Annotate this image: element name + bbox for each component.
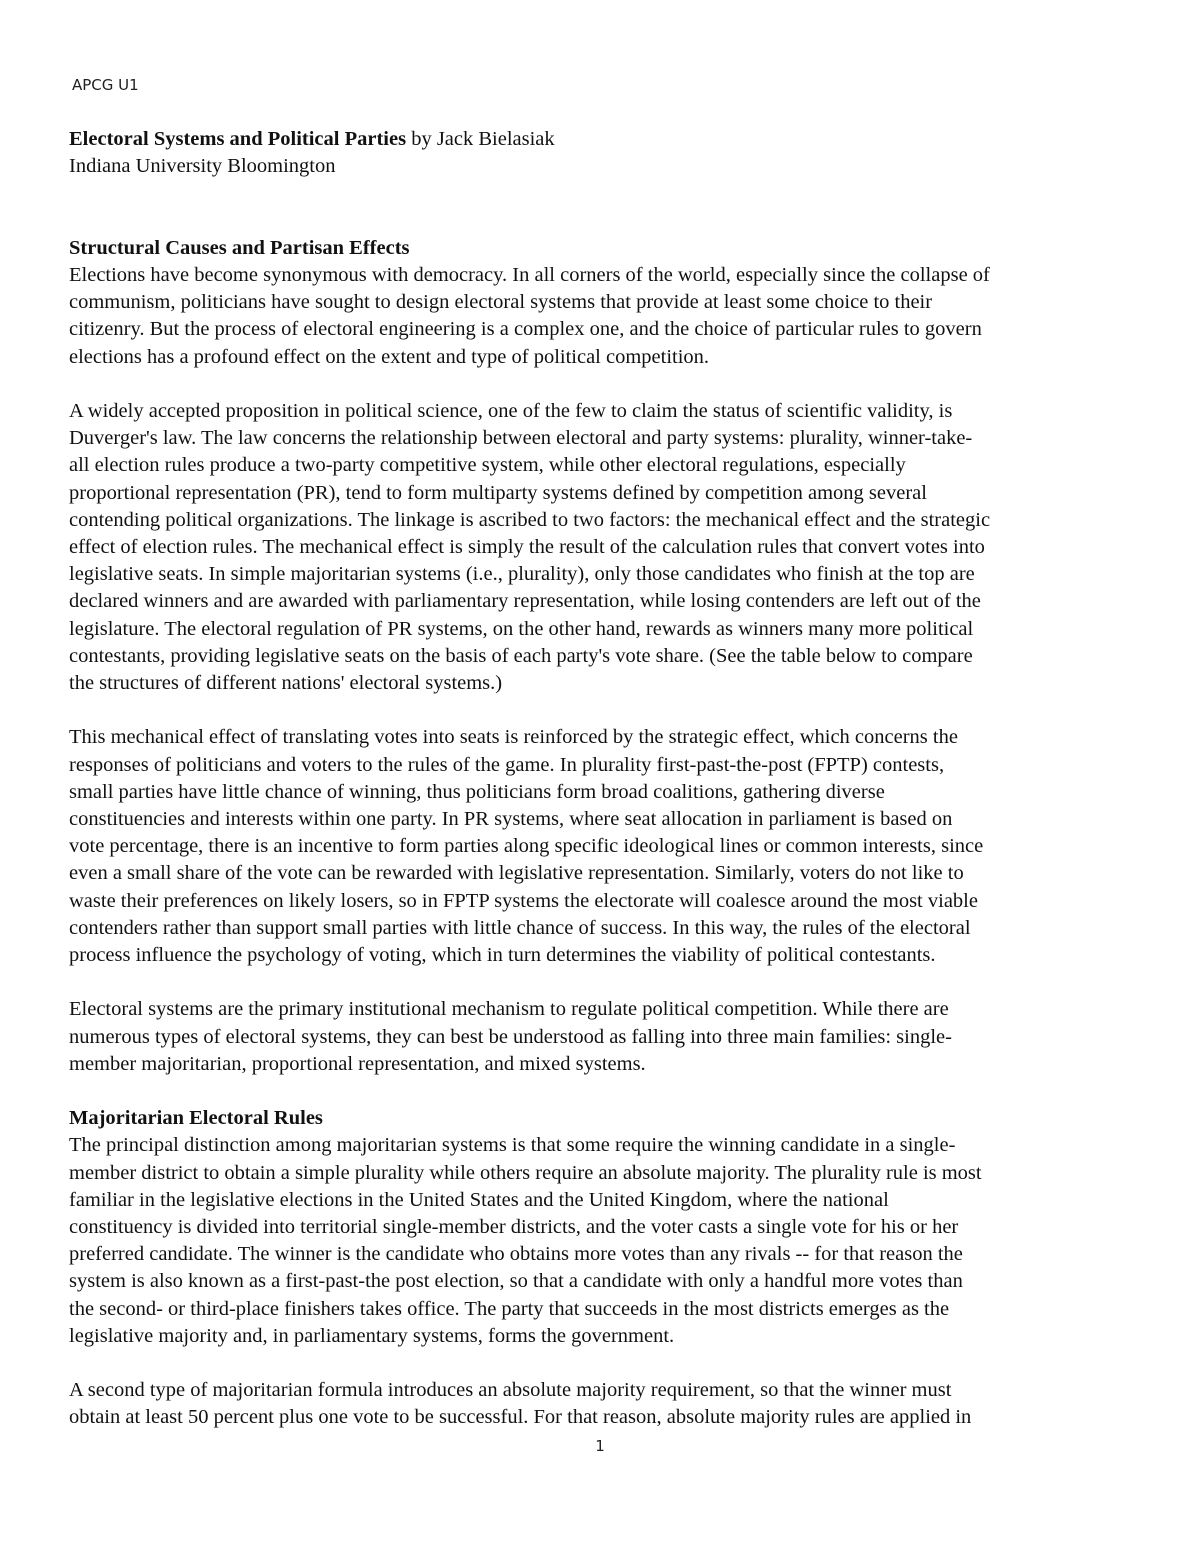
spacer [69,969,1149,996]
paragraph: This mechanical effect of translating votes into seats is reinforced by the strategic effect, which concerns the responses of politicians and voters to the rules of the game. In plurality first-past-the-post (FPTP) contests, small parties have little chance of winning, thus politicians form broad coalitions, gathering diverse constituencies and interests within one party. In PR systems, where seat allocation in parliament is based on vote percentage, there is an incentive to form parties along specific ideological lines or common interests, since even a small share of the vote can be rewarded with legislative representation. Similarly, voters do not like to waste their preferences on likely losers, so in FPTP systems the electorate will coalesce around the most viable contenders rather than support small parties with little chance of success. In this way, the rules of the electoral process influence the psychology of voting, which in turn determines the viability of political contestants. [69,726,984,967]
spacer [69,371,1149,398]
paragraph: The principal distinction among majoritarian systems is that some require the winning candidate in a single- member district to obtain a simple plurality while others require an absolute majority. The plurality rule is most familiar in the legislative elections in the United States and the United Kingdom, where the national constituency is divided into territorial single-member districts, and the voter casts a single vote for his or her preferred candidate. The winner is the candidate who obtains more votes than any rivals -- for that reason the system is also known as a first-past-the post election, so that a candidate with only a handful more votes than the second- or third-place finishers takes office. The party that succeeds in the most districts emerges as the legislative majority and, in parliamentary systems, forms the government. [69,1134,982,1347]
spacer [69,1078,1149,1105]
paragraph: Electoral systems are the primary institutional mechanism to regulate political competition. While there are numerous types of electoral systems, they can best be understood as falling into three main families: single- member majoritarian, proportional representation, and mixed systems. [69,998,952,1075]
paragraph: Elections have become synonymous with democracy. In all corners of the world, especially since the collapse of communism, politicians have sought to design electoral systems that provide at least some choice to their citizenry. But the process of electoral engineering is a complex one, and the choice of particular rules to govern elections has a profound effect on the extent and type of political competition. [69,264,990,368]
section-heading: Structural Causes and Partisan Effects [69,236,410,259]
paragraph: A second type of majoritarian formula introduces an absolute majority requirement, so that the winner must obtain at least 50 percent plus one vote to be successful. For that reason, absolute majority rules are applied in [69,1379,972,1429]
document-body [69,126,1149,1432]
paragraph: A widely accepted proposition in political science, one of the few to claim the status of scientific validity, is Duverger's law. The law concerns the relationship between electoral and party systems: plurality, winner-take- all election rules produce a two-party competitive system, while other electoral regulations, especially proportional representation (PR), tend to form multiparty systems defined by competition among several contending political organizations. The linkage is ascribed to two factors: the mechanical effect and the strategic effect of election rules. The mechanical effect is simply the result of the calculation rules that convert votes into legislative seats. In simple majoritarian systems (i.e., plurality), only those candidates who finish at the top are declared winners and are awarded with parliamentary representation, while losing contenders are left out of the legislature. The electoral regulation of PR systems, on the other hand, rewards as winners many more political contestants, providing legislative seats on the basis of each party's vote share. (See the table below to compare the structures of different nations' electoral systems.) [69,400,991,695]
spacer [69,697,1149,724]
spacer [69,180,1149,234]
article-affiliation: Indiana University Bloomington [69,155,336,178]
article-byline: by Jack Bielasiak [406,128,555,150]
article-title: Electoral Systems and Political Parties [69,128,407,150]
header-label: APCG U1 [72,76,139,94]
article-title-line [69,126,1149,153]
spacer [69,1350,1149,1377]
section-heading: Majoritarian Electoral Rules [69,1107,323,1130]
page-number: 1 [595,1437,605,1455]
